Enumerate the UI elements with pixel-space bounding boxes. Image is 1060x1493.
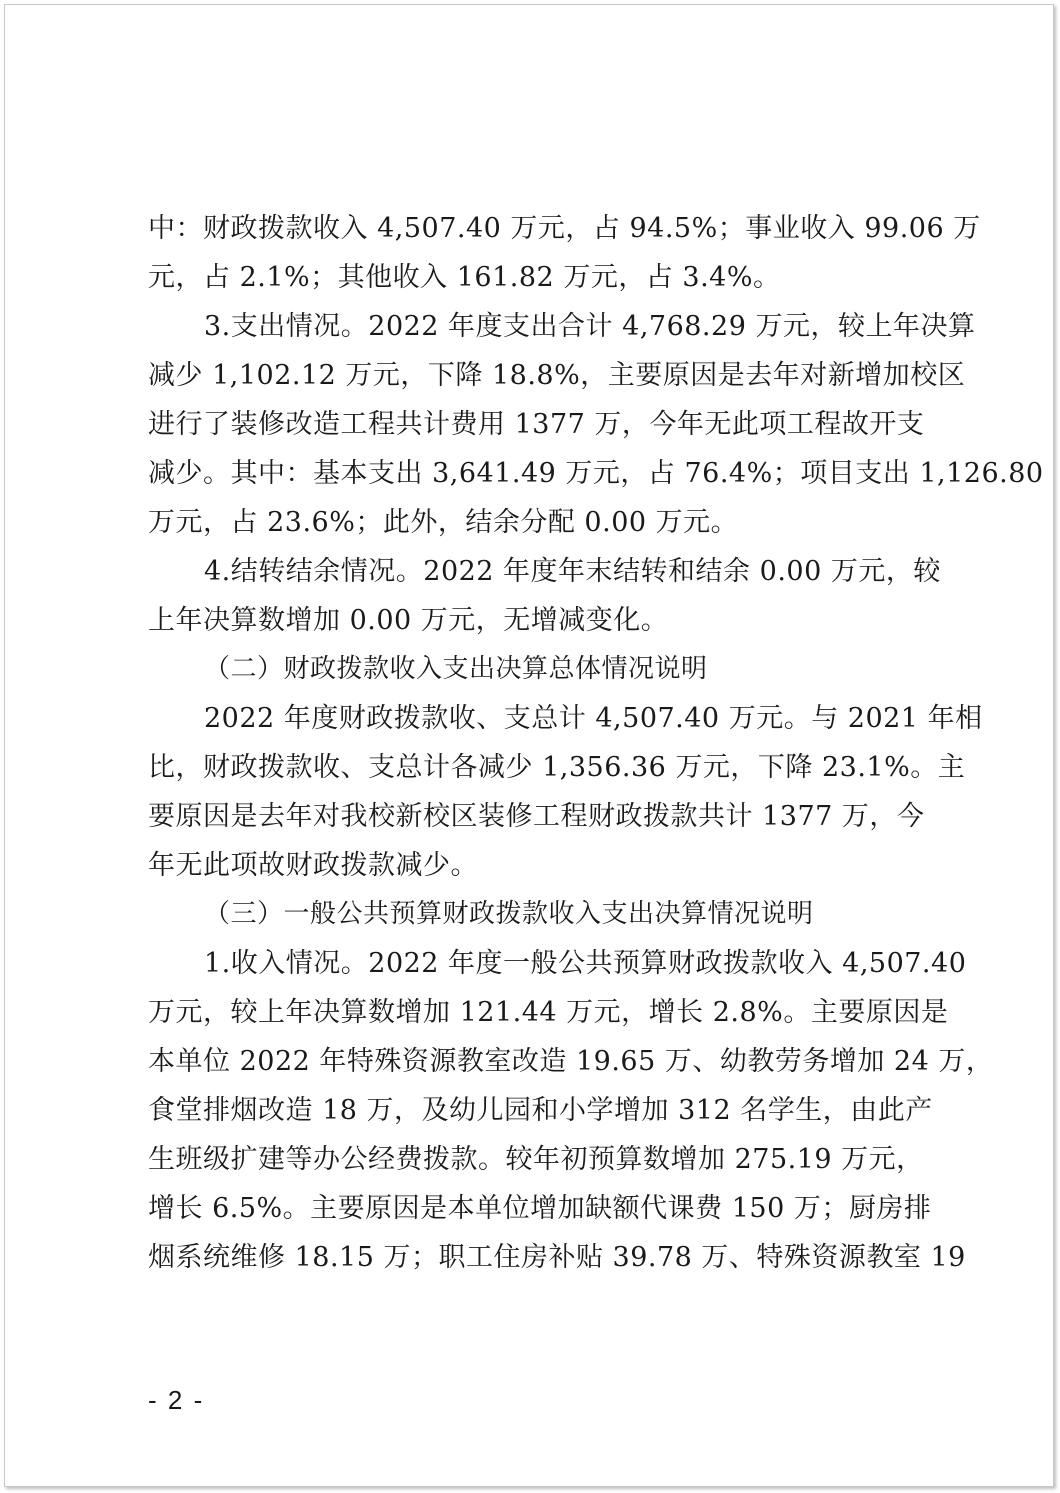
text-line: 减少 1,102.12 万元，下降 18.8%，主要原因是去年对新增加校区 <box>148 360 966 391</box>
text-line: 中：财政拨款收入 4,507.40 万元，占 94.5%；事业收入 99.06 万 <box>148 213 981 244</box>
text-line: 上年决算数增加 0.00 万元，无增减变化。 <box>148 605 669 636</box>
text-line: 3.支出情况。2022 年度支出合计 4,768.29 万元，较上年决算 <box>204 311 976 342</box>
text-line: 2022 年度财政拨款收、支总计 4,507.40 万元。与 2021 年相 <box>204 703 983 734</box>
document-page <box>4 4 1054 1487</box>
text-line: 1.收入情况。2022 年度一般公共预算财政拨款收入 4,507.40 <box>204 948 967 979</box>
text-line: 烟系统维修 18.15 万；职工住房补贴 39.78 万、特殊资源教室 19 <box>148 1242 966 1273</box>
text-line: 元，占 2.1%；其他收入 161.82 万元，占 3.4%。 <box>148 262 781 293</box>
section-heading: （三）一般公共预算财政拨款收入支出决算情况说明 <box>204 899 814 929</box>
text-line: 比，财政拨款收、支总计各减少 1,356.36 万元，下降 23.1%。主 <box>148 752 966 783</box>
page-number: - 2 - <box>148 1385 205 1415</box>
text-line: 减少。其中：基本支出 3,641.49 万元，占 76.4%；项目支出 1,126.80 <box>148 458 1044 489</box>
text-line: 进行了装修改造工程共计费用 1377 万，今年无此项工程故开支 <box>148 409 925 440</box>
text-line: 本单位 2022 年特殊资源教室改造 19.65 万、幼教劳务增加 24 万， <box>148 1046 994 1077</box>
text-line: 年无此项故财政拨款减少。 <box>148 850 478 881</box>
text-line: 万元，较上年决算数增加 121.44 万元，增长 2.8%。主要原因是 <box>148 997 949 1028</box>
section-heading: （二）财政拨款收入支出决算总体情况说明 <box>204 654 708 684</box>
text-line: 4.结转结余情况。2022 年度年末结转和结余 0.00 万元，较 <box>204 556 941 587</box>
text-line: 要原因是去年对我校新校区装修工程财政拨款共计 1377 万，今 <box>148 801 925 832</box>
text-line: 生班级扩建等办公经费拨款。较年初预算数增加 275.19 万元， <box>148 1144 924 1175</box>
text-line: 万元，占 23.6%；此外，结余分配 0.00 万元。 <box>148 507 739 538</box>
text-line: 食堂排烟改造 18 万，及幼儿园和小学增加 312 名学生，由此产 <box>148 1095 933 1126</box>
text-line: 增长 6.5%。主要原因是本单位增加缺额代课费 150 万；厨房排 <box>148 1193 932 1224</box>
document-body <box>148 204 1044 1282</box>
